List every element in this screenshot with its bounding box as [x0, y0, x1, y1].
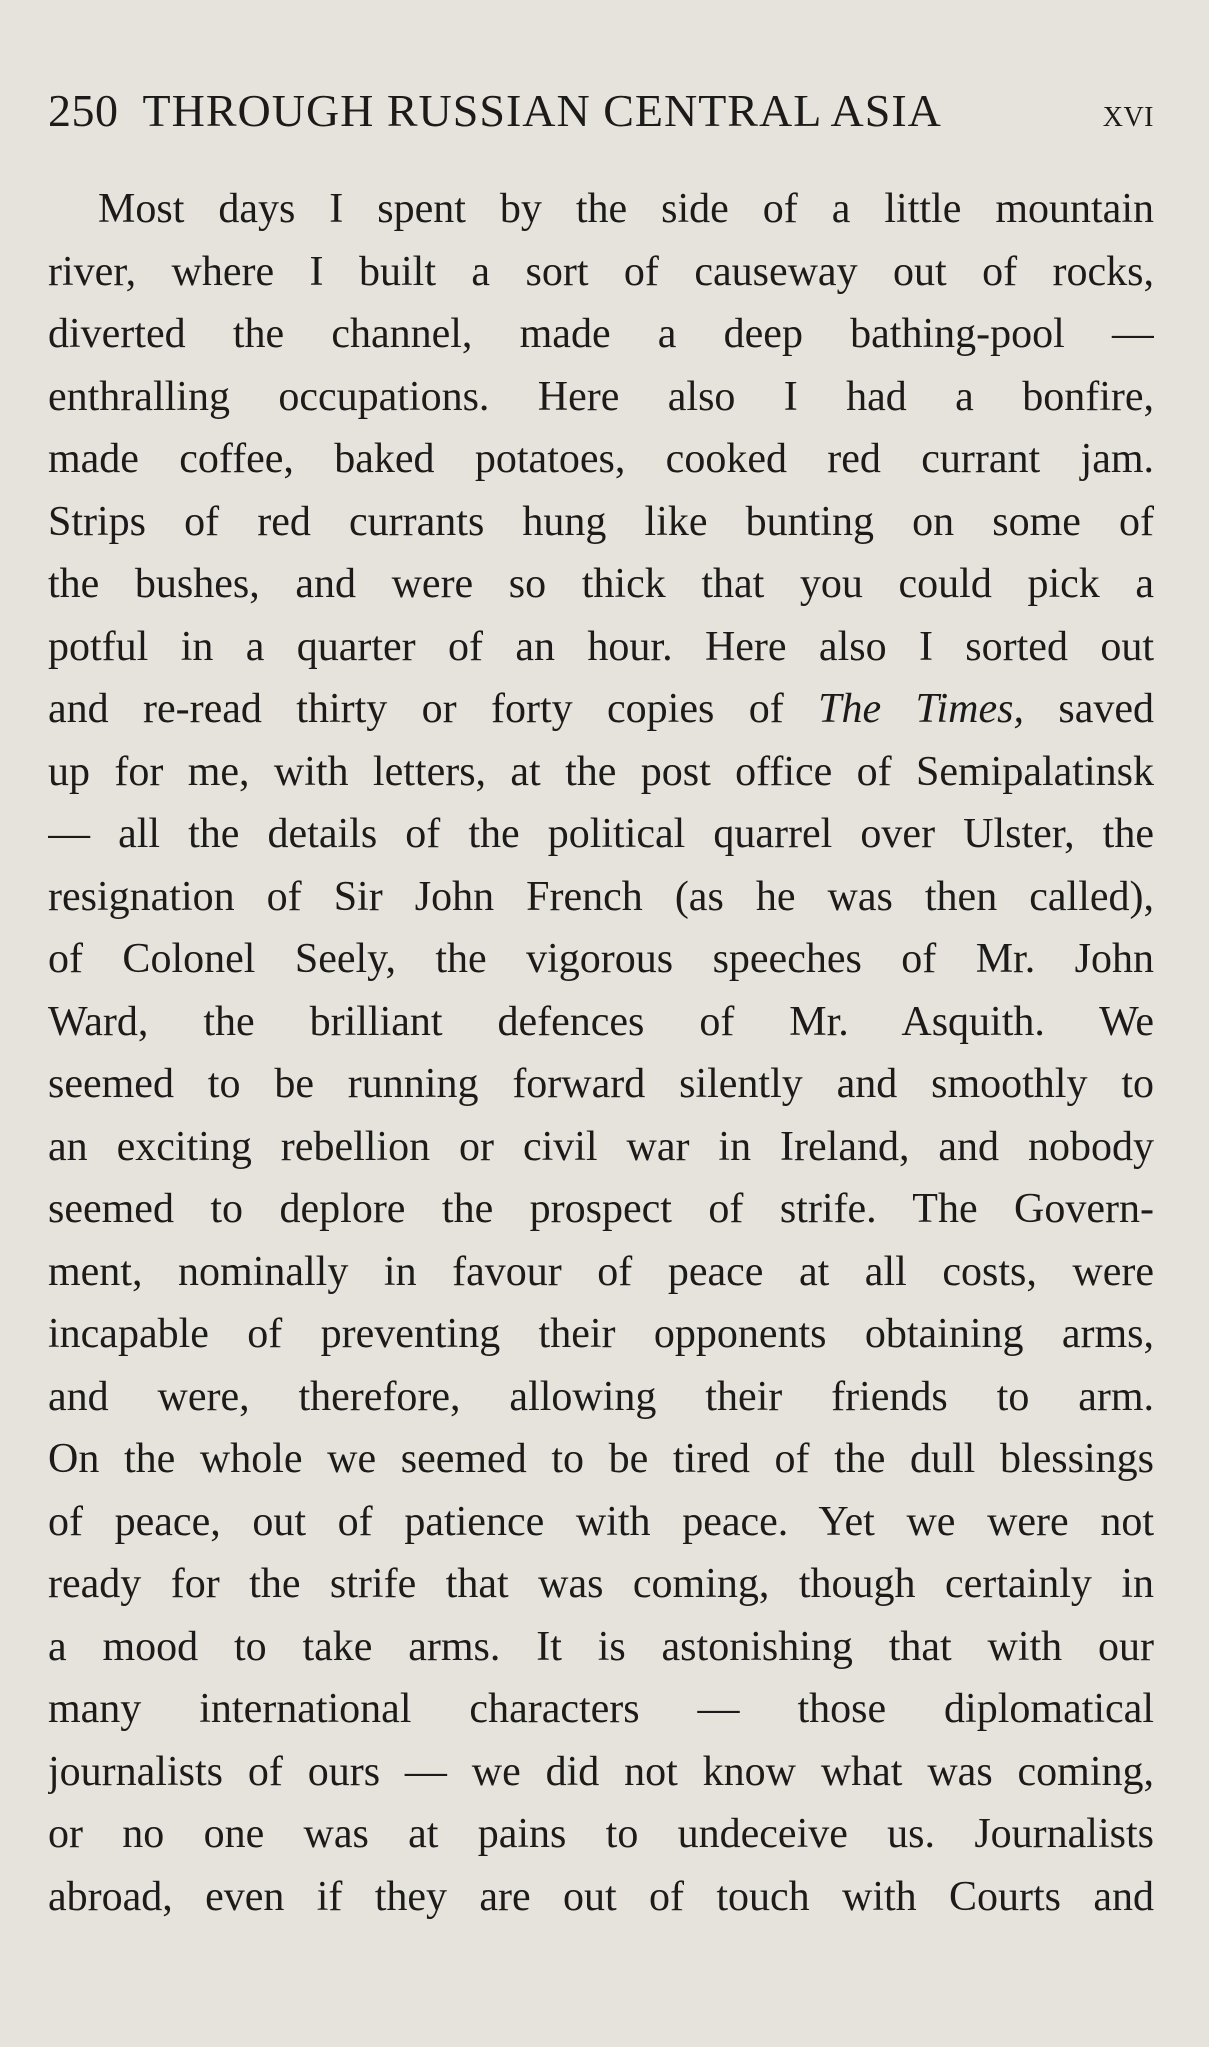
- body-text: [48, 178, 1154, 1928]
- text-line: On the whole we seemed to be tired of the dull blessings: [48, 1436, 1154, 1482]
- text-line: made coffee, baked potatoes, cooked red currant jam.: [48, 436, 1154, 482]
- text-line: Strips of red currants hung like bunting on some of: [48, 498, 1154, 545]
- text-line: enthralling occupations. Here also I had a bonfire,: [48, 373, 1154, 420]
- chapter-number: xvi: [1102, 90, 1154, 135]
- text-line: journalists of ours — we did not know what was coming,: [48, 1748, 1154, 1795]
- italic-title: The Times,: [818, 686, 1024, 732]
- text-line: a mood to take arms. It is astonishing that with our: [48, 1623, 1154, 1670]
- running-head: [48, 84, 1154, 136]
- text-line: — all the details of the political quarrel over Ulster, the: [48, 811, 1154, 857]
- text-line: the bushes, and were so thick that you could pick a: [48, 561, 1154, 607]
- text-line: river, where I built a sort of causeway out of rocks,: [48, 248, 1154, 295]
- text-line: incapable of preventing their opponents obtaining arms,: [48, 1311, 1154, 1357]
- text-line: of Colonel Seely, the vigorous speeches of Mr. John: [48, 936, 1154, 982]
- text-line: and were, therefore, allowing their friends to arm.: [48, 1373, 1154, 1420]
- text-line: up for me, with letters, at the post office of Semipalatinsk: [48, 748, 1154, 795]
- text-line: ready for the strife that was coming, though certainly in: [48, 1561, 1154, 1607]
- text-line: Most days I spent by the side of a little mountain: [98, 186, 1154, 232]
- text-line: Ward, the brilliant defences of Mr. Asquith. We: [48, 998, 1154, 1045]
- text-line: or no one was at pains to undeceive us. Journalists: [48, 1811, 1154, 1857]
- text-line: ment, nominally in favour of peace at all costs, were: [48, 1248, 1154, 1295]
- text-line: [48, 678, 1154, 741]
- text-line: diverted the channel, made a deep bathing-pool —: [48, 311, 1154, 357]
- text-line: many international characters — those diplomatical: [48, 1686, 1154, 1732]
- text-line-end: saved: [1058, 686, 1154, 732]
- text-line: potful in a quarter of an hour. Here also I sorted out: [48, 623, 1154, 670]
- text-line-start: and re-read thirty or forty copies of: [48, 686, 784, 732]
- text-line: seemed to be running forward silently and smoothly to: [48, 1061, 1154, 1107]
- text-line: abroad, even if they are out of touch with Courts and: [48, 1873, 1154, 1920]
- running-title: THROUGH RUSSIAN CENTRAL ASIA: [142, 85, 942, 136]
- text-line: seemed to deplore the prospect of strife. The Govern-: [48, 1186, 1154, 1232]
- text-line: of peace, out of patience with peace. Yet we were not: [48, 1498, 1154, 1545]
- page-number: 250: [48, 85, 119, 136]
- text-line: an exciting rebellion or civil war in Ireland, and nobody: [48, 1123, 1154, 1170]
- text-line: resignation of Sir John French (as he was then called),: [48, 873, 1154, 920]
